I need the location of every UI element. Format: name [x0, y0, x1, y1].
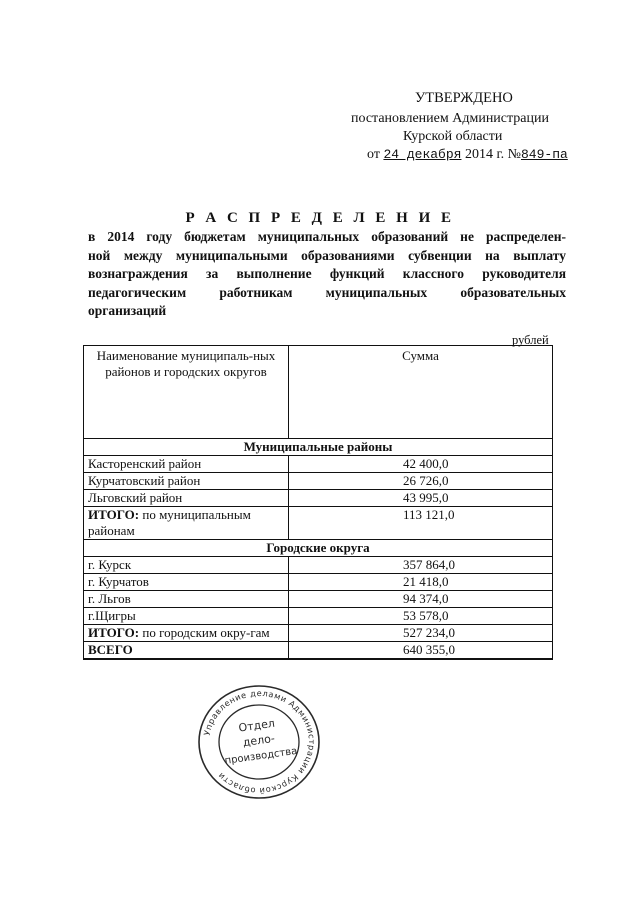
document-number: 849-па [520, 147, 568, 162]
subtotal-sum: 527 234,0 [289, 625, 553, 642]
subtotal-sum: 113 121,0 [289, 507, 553, 540]
section-title-row [84, 439, 553, 456]
row-sum: 42 400,0 [289, 456, 553, 473]
table-row [84, 574, 553, 591]
distribution-table [83, 345, 553, 660]
subtitle-line: ной между муниципальными образованиями субвенции на выплату [88, 247, 566, 263]
row-name: Касторенский район [84, 456, 289, 473]
approval-line-2: Курской области [403, 129, 503, 144]
stamp-line-3: производства [224, 745, 298, 767]
subtitle-line: в 2014 году бюджетам муниципальных образований не распределен- [88, 229, 566, 244]
row-name: Курчатовский район [84, 473, 289, 490]
subtotal-row [84, 507, 553, 540]
row-name: г.Щигры [84, 608, 289, 625]
header-name: Наименование муниципаль-ных районов и городских округов [84, 346, 289, 439]
grand-total-sum: 640 355,0 [289, 642, 553, 660]
table-row [84, 608, 553, 625]
table-row [84, 591, 553, 608]
subtotal-label [84, 507, 289, 540]
table-row [84, 456, 553, 473]
stamp-ring-text: Управление делами Администрации Курской области [201, 687, 318, 797]
row-name: Льговский район [84, 490, 289, 507]
table-row [84, 490, 553, 507]
subtotal-label-bold: ИТОГО: [88, 507, 140, 522]
units-label: рублей [512, 333, 549, 347]
section-title-row [84, 540, 553, 557]
grand-total-label-text: ВСЕГО [88, 642, 133, 657]
subtotal-row [84, 625, 553, 642]
row-name: г. Курск [84, 557, 289, 574]
table-header-row [84, 346, 553, 439]
approval-title: УТВЕРЖДЕНО [415, 90, 513, 106]
subtitle-line: педагогическим работникам муниципальных образовательных [88, 284, 566, 300]
grand-total-label [84, 642, 289, 660]
subtotal-label-rest: по муниципальным районам [88, 507, 251, 538]
approval-line-1: постановлением Администрации [351, 111, 549, 126]
subtotal-label-rest: по городским окру-гам [139, 625, 270, 640]
date-value: 24 декабря [383, 147, 462, 162]
table-row [84, 473, 553, 490]
date-prefix: от [367, 147, 380, 162]
subtotal-label-bold: ИТОГО: [88, 625, 140, 640]
document-heading: Р А С П Р Е Д Е Л Е Н И Е [185, 210, 455, 226]
row-sum: 53 578,0 [289, 608, 553, 625]
table-row [84, 557, 553, 574]
row-sum: 26 726,0 [289, 473, 553, 490]
row-name: г. Льгов [84, 591, 289, 608]
row-sum: 21 418,0 [289, 574, 553, 591]
stamp-line-1: Отдел [237, 716, 276, 735]
subtotal-label [84, 625, 289, 642]
subtitle-line: вознаграждения за выполнение функций классного руководителя [88, 266, 566, 281]
section-title: Городские округа [84, 540, 553, 557]
row-name: г. Курчатов [84, 574, 289, 591]
stamp-seal-icon [195, 682, 323, 802]
header-sum: Сумма [289, 346, 553, 439]
section-title: Муниципальные районы [84, 439, 553, 456]
row-sum: 94 374,0 [289, 591, 553, 608]
grand-total-row [84, 642, 553, 660]
subtitle-line: организаций [88, 303, 167, 318]
row-sum: 43 995,0 [289, 490, 553, 507]
row-sum: 357 864,0 [289, 557, 553, 574]
approval-date-line [367, 147, 568, 163]
date-year: 2014 г. № [464, 147, 521, 162]
office-stamp [195, 682, 323, 802]
stamp-line-2: дело- [241, 731, 276, 750]
document-subtitle [88, 228, 566, 321]
